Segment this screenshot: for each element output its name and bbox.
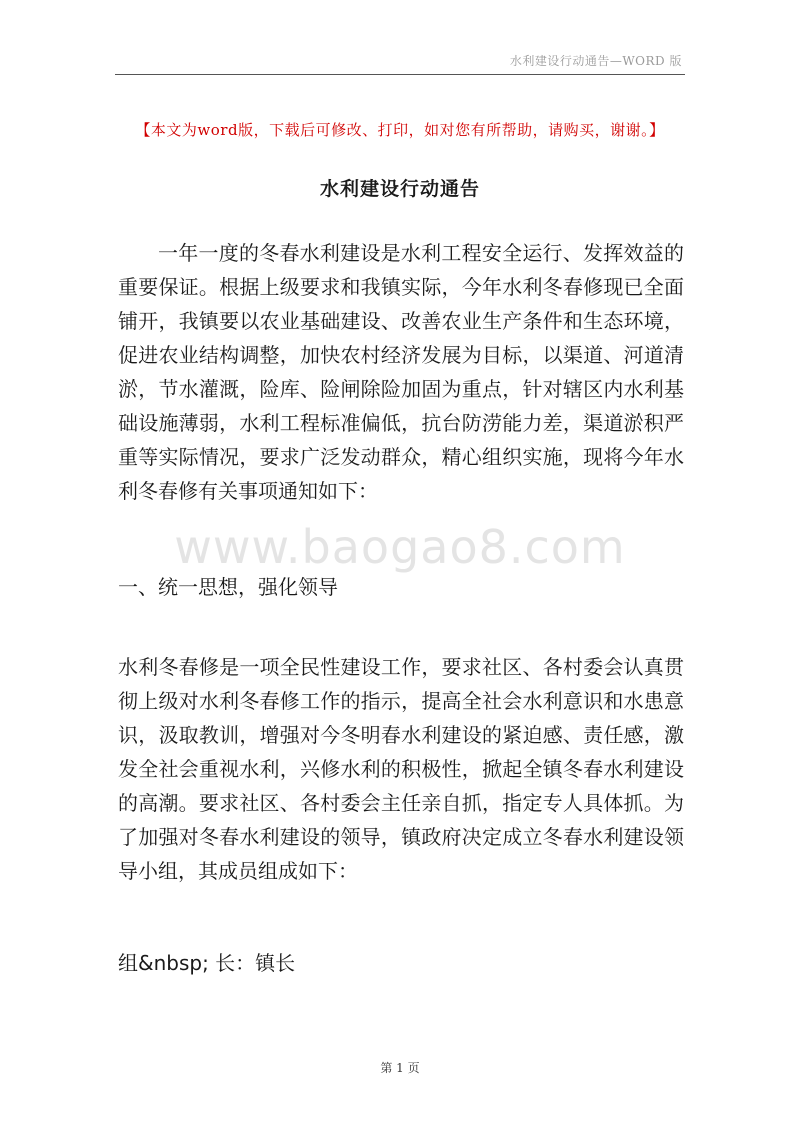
intro-paragraph: 一年一度的冬春水利建设是水利工程安全运行、发挥效益的重要保证。根据上级要求和我镇实际，今年水利冬春修现已全面铺开，我镇要以农业基础建设、改善农业生产条件和生态环境，促进农业结构调整，加快农村经济发展为目标，以渠道、河道清淤，节水灌溉，险库、险闸除险加固为重点，针对辖区内水利基础设施薄弱，水利工程标准偏低，抗台防涝能力差，渠道淤积严重等实际情况，要求广泛发动群众，精心组织实施，现将今年水利冬春修有关事项通知如下：	[118, 241, 684, 503]
header-divider	[115, 74, 685, 75]
section-paragraph: 水利冬春修是一项全民性建设工作，要求社区、各村委会认真贯彻上级对水利冬春修工作的指示，提高全社会水利意识和水患意识，汲取教训，增强对今冬明春水利建设的紧迫感、责任感，激发全社会重视水利，兴修水利的积极性，掀起全镇冬春水利建设的高潮。要求社区、各村委会主任亲自抓，指定专人具体抓。为了加强对冬春水利建设的领导，镇政府决定成立冬春水利建设领导小组，其成员组成如下：	[118, 655, 684, 883]
roster-line: 组&nbsp; 长：镇长	[118, 951, 296, 975]
page-number: 第 1 页	[380, 1061, 420, 1075]
document-title: 水利建设行动通告	[319, 178, 480, 200]
section-heading: 一、统一思想，强化领导	[118, 575, 338, 599]
purchase-notice: 【本文为word版，下载后可修改、打印，如对您有所帮助，请购买，谢谢。】	[135, 121, 665, 139]
running-header: 水利建设行动通告—WORD 版	[509, 54, 682, 68]
watermark: www.baogao8.com	[174, 520, 626, 574]
